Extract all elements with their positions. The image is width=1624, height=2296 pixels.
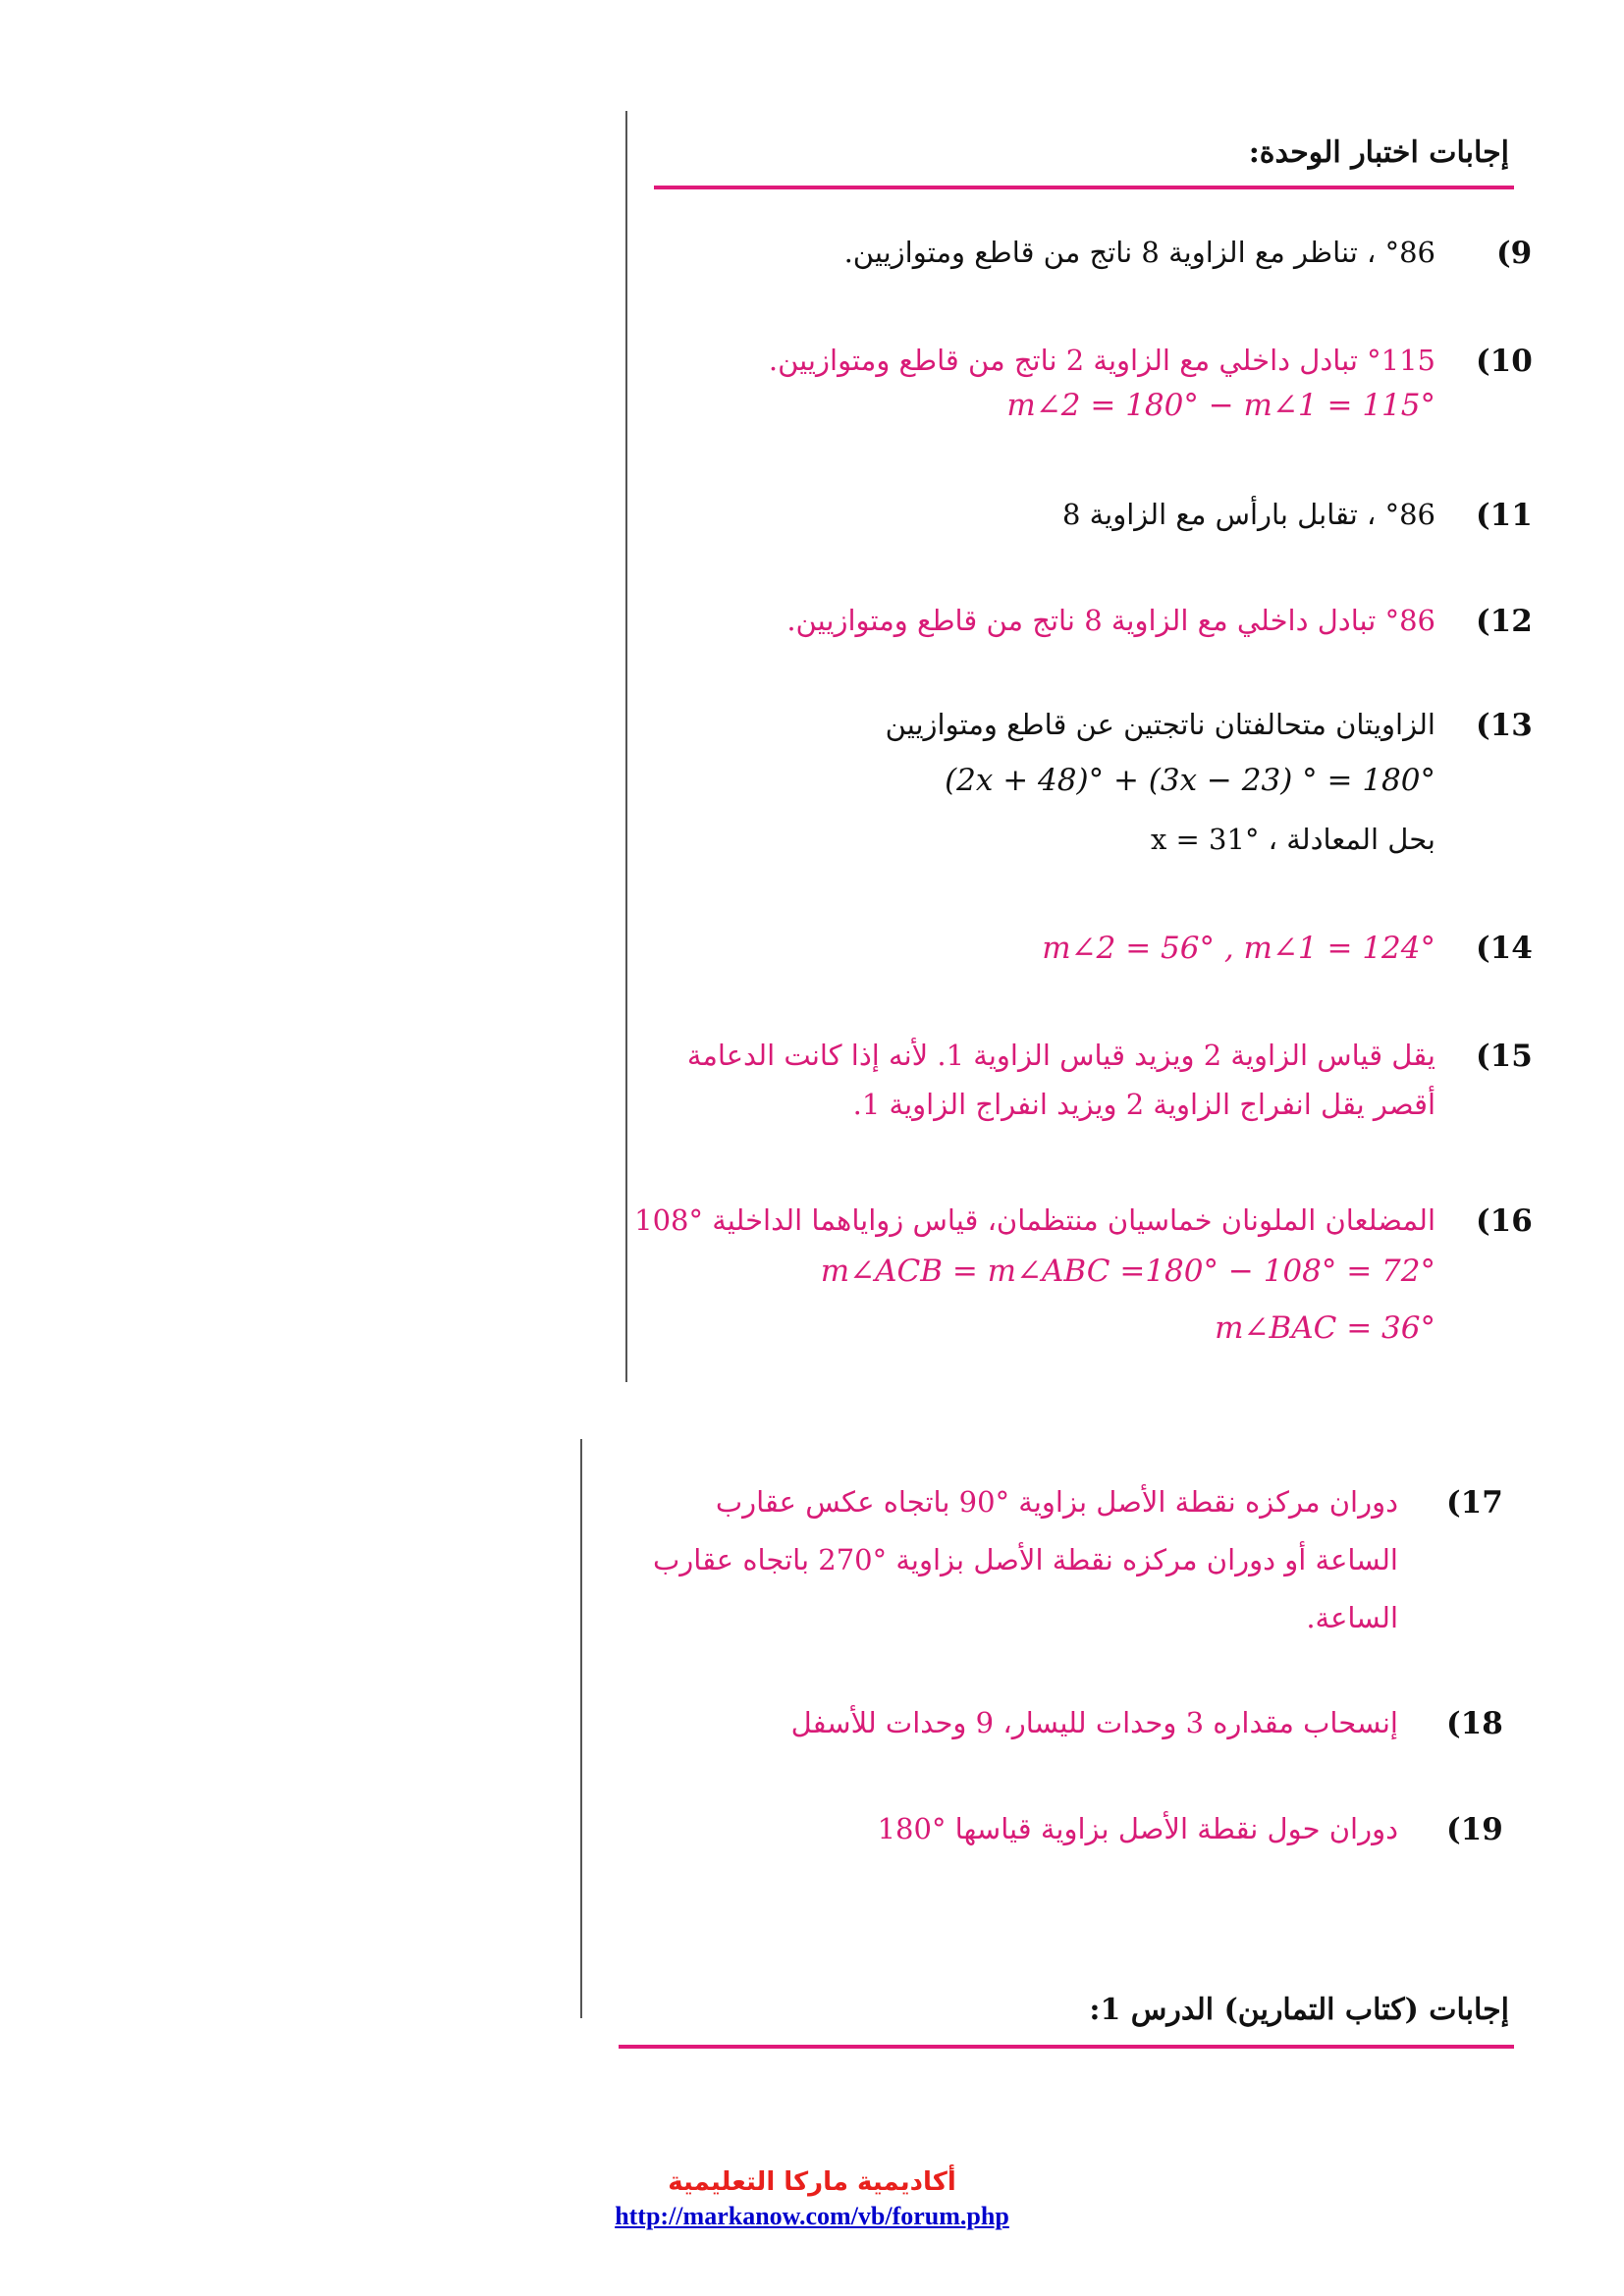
- answer-16-equation-2: m∠BAC = 36°: [1215, 1310, 1435, 1346]
- answer-10-line-1: °115 تبادل داخلي مع الزاوية 2 ناتج من قاطع ومتوازيين.: [768, 344, 1435, 377]
- answer-17-line-2: الساعة أو دوران مركزه نقطة الأصل بزاوية °270 باتجاه عقارب: [652, 1543, 1398, 1576]
- answer-19-line-1: دوران حول نقطة الأصل بزاوية قياسها °180: [877, 1812, 1398, 1845]
- section2-heading: إجابات (كتاب التمارين) الدرس 1:: [1089, 1993, 1509, 2027]
- answer-number-18: (18: [1446, 1706, 1503, 1741]
- answer-number-13: (13: [1476, 708, 1533, 743]
- answer-17-line-3: الساعة.: [1306, 1601, 1398, 1634]
- answer-number-19: (19: [1446, 1812, 1503, 1847]
- answer-18-line-1: إنسحاب مقداره 3 وحدات لليسار، 9 وحدات للأسفل: [790, 1706, 1398, 1739]
- answer-number-15: (15: [1476, 1039, 1533, 1074]
- answer-10-equation: m∠2 = 180° − m∠1 = 115°: [1006, 388, 1435, 423]
- answer-number-12: (12: [1476, 604, 1533, 639]
- answer-11-line-1: °86 ، تقابل بارأس مع الزاوية 8: [1061, 498, 1435, 531]
- academy-name: أكاديمية ماركا التعليمية: [668, 2167, 956, 2197]
- answer-15-line-2: أقصر يقل انفراج الزاوية 2 ويزيد انفراج الزاوية 1.: [852, 1088, 1435, 1121]
- answer-17-line-1: دوران مركزه نقطة الأصل بزاوية °90 باتجاه عكس عقارب: [715, 1485, 1398, 1519]
- answer-number-16: (16: [1476, 1203, 1533, 1239]
- section2-heading-rule: [619, 2045, 1514, 2049]
- forum-link[interactable]: http://markanow.com/vb/forum.php: [615, 2202, 1009, 2230]
- answer-13-line-3: بحل المعادلة ، °x = 31: [1150, 823, 1435, 856]
- answer-15-line-1: يقل قياس الزاوية 2 ويزيد قياس الزاوية 1. لأنه إذا كانت الدعامة: [686, 1039, 1435, 1072]
- section2-left-border: [580, 1439, 582, 2018]
- answer-number-9: (9: [1496, 236, 1533, 271]
- answer-9-line-1: °86 ، تناظر مع الزاوية 8 ناتج من قاطع ومتوازيين.: [843, 236, 1435, 269]
- answer-16-equation-1: m∠ACB = m∠ABC =180° − 108° = 72°: [820, 1254, 1435, 1289]
- answer-number-17: (17: [1446, 1485, 1503, 1521]
- section1-heading: إجابات اختبار الوحدة:: [1248, 135, 1509, 170]
- answer-16-line-1: المضلعان الملونان خماسيان منتظمان، قياس زواياهما الداخلية °108: [634, 1203, 1435, 1237]
- answer-number-11: (11: [1476, 498, 1533, 533]
- answer-number-10: (10: [1476, 344, 1533, 379]
- answer-12-line-1: °86 تبادل داخلي مع الزاوية 8 ناتج من قاطع ومتوازيين.: [786, 604, 1435, 637]
- section1-left-border: [625, 111, 627, 1382]
- answer-14-equation: m∠2 = 56° , m∠1 = 124°: [1042, 931, 1435, 966]
- answer-13-line-1: الزاويتان متحالفتان ناتجتين عن قاطع ومتوازيين: [885, 708, 1435, 741]
- section1-heading-rule: [654, 186, 1514, 189]
- answer-13-equation: (2x + 48)° + (3x − 23) ° = 180°: [945, 763, 1435, 798]
- answer-number-14: (14: [1476, 931, 1533, 966]
